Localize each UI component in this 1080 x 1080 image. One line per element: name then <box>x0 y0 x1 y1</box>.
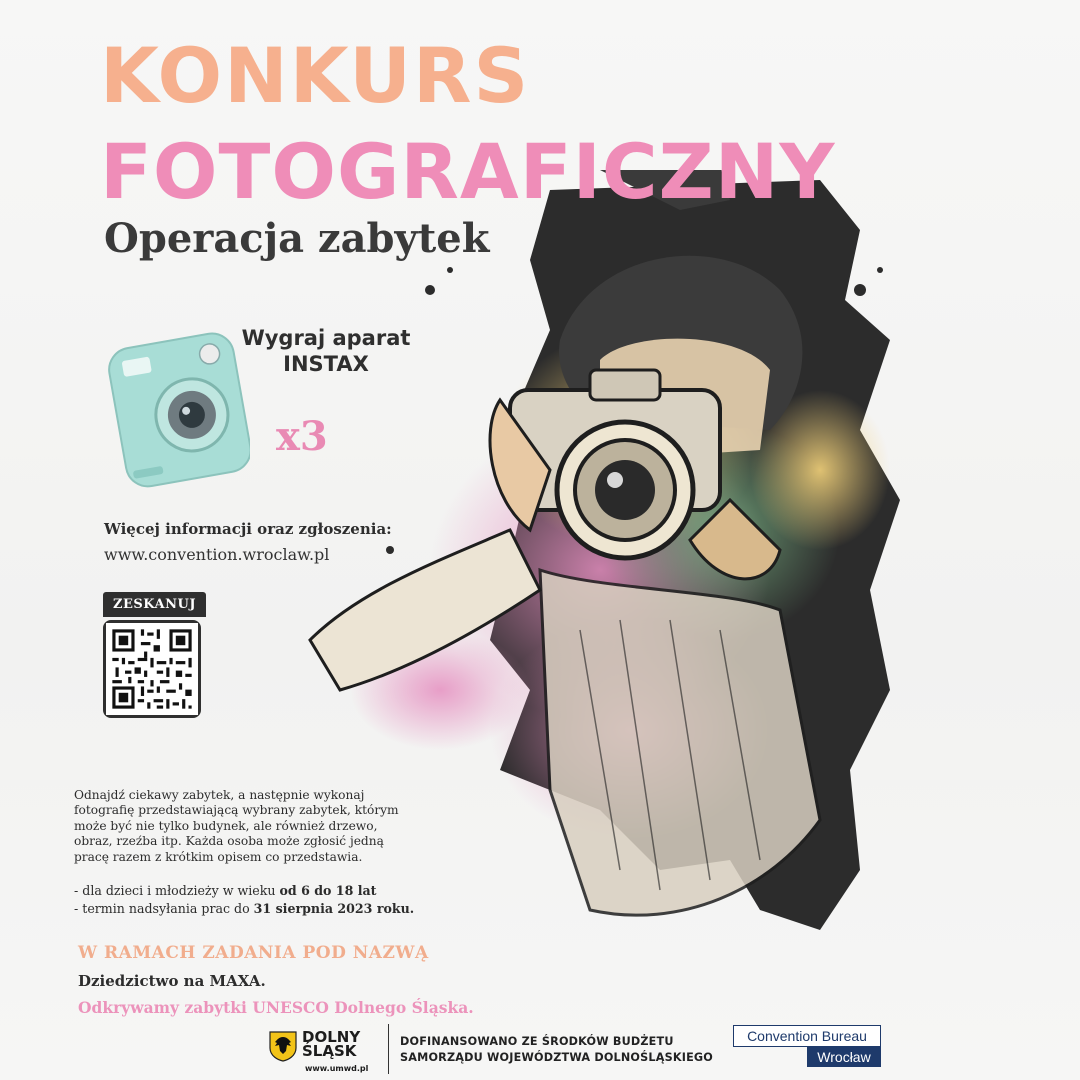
task-name: Dziedzictwo na MAXA. <box>78 972 266 990</box>
funding-line2: SAMORZĄDU WOJEWÓDZTWA DOLNOŚLĄSKIEGO <box>400 1051 714 1064</box>
info-url[interactable]: www.convention.wroclaw.pl <box>104 545 330 564</box>
funding-line1: DOFINANSOWANO ZE ŚRODKÓW BUDŻETU <box>400 1035 674 1048</box>
logo-line1: DOLNY <box>302 1028 361 1046</box>
subtitle: Operacja zabytek <box>104 215 490 262</box>
cb-line2: Wrocław <box>807 1047 881 1067</box>
task-heading: W RAMACH ZADANIA POD NAZWĄ <box>78 943 429 963</box>
qr-code-icon <box>106 623 198 715</box>
prize-line1: Wygraj aparat <box>241 326 411 350</box>
logo-url: www.umwd.pl <box>305 1064 369 1073</box>
description: Odnajdź ciekawy zabytek, a następnie wykonaj fotografię przedstawiającą wybrany zabytek, którym może być nie tylko budynek, ale również drzewo, obraz, rzeźba itp. Każda osoba może zgłosić jedną pracę razem z krótkim opisem co przedstawia. <box>74 788 399 864</box>
scan-label: ZESKANUJ <box>103 592 206 617</box>
bullet-age-bold: od 6 do 18 lat <box>279 883 377 898</box>
prize-text <box>226 325 426 378</box>
prize-line2: INSTAX <box>283 352 369 377</box>
convention-bureau-logo <box>733 1025 881 1067</box>
logo-line2: ŚLĄSK <box>302 1042 357 1060</box>
title-konkurs: KONKURS <box>100 31 531 120</box>
title-fotograficzny: FOTOGRAFICZNY <box>100 127 836 216</box>
dolny-slask-logo-text <box>302 1030 360 1058</box>
footer-divider <box>388 1024 389 1074</box>
bullet-age <box>74 883 376 898</box>
task-tagline: Odkrywamy zabytki UNESCO Dolnego Śląska. <box>78 998 474 1017</box>
prize-count: x3 <box>276 413 328 460</box>
bullet-deadline-bold: 31 sierpnia 2023 roku. <box>253 901 415 916</box>
bullet-deadline-prefix: - termin nadsyłania prac do <box>74 901 254 916</box>
dolny-slask-eagle-icon <box>268 1030 298 1062</box>
cb-line1: Convention Bureau <box>733 1025 881 1047</box>
info-heading: Więcej informacji oraz zgłoszenia: <box>104 520 392 538</box>
funding-text <box>400 1034 713 1066</box>
qr-code[interactable] <box>103 620 201 718</box>
bullet-deadline <box>74 901 414 916</box>
bullet-age-prefix: - dla dzieci i młodzieży w wieku <box>74 883 280 898</box>
